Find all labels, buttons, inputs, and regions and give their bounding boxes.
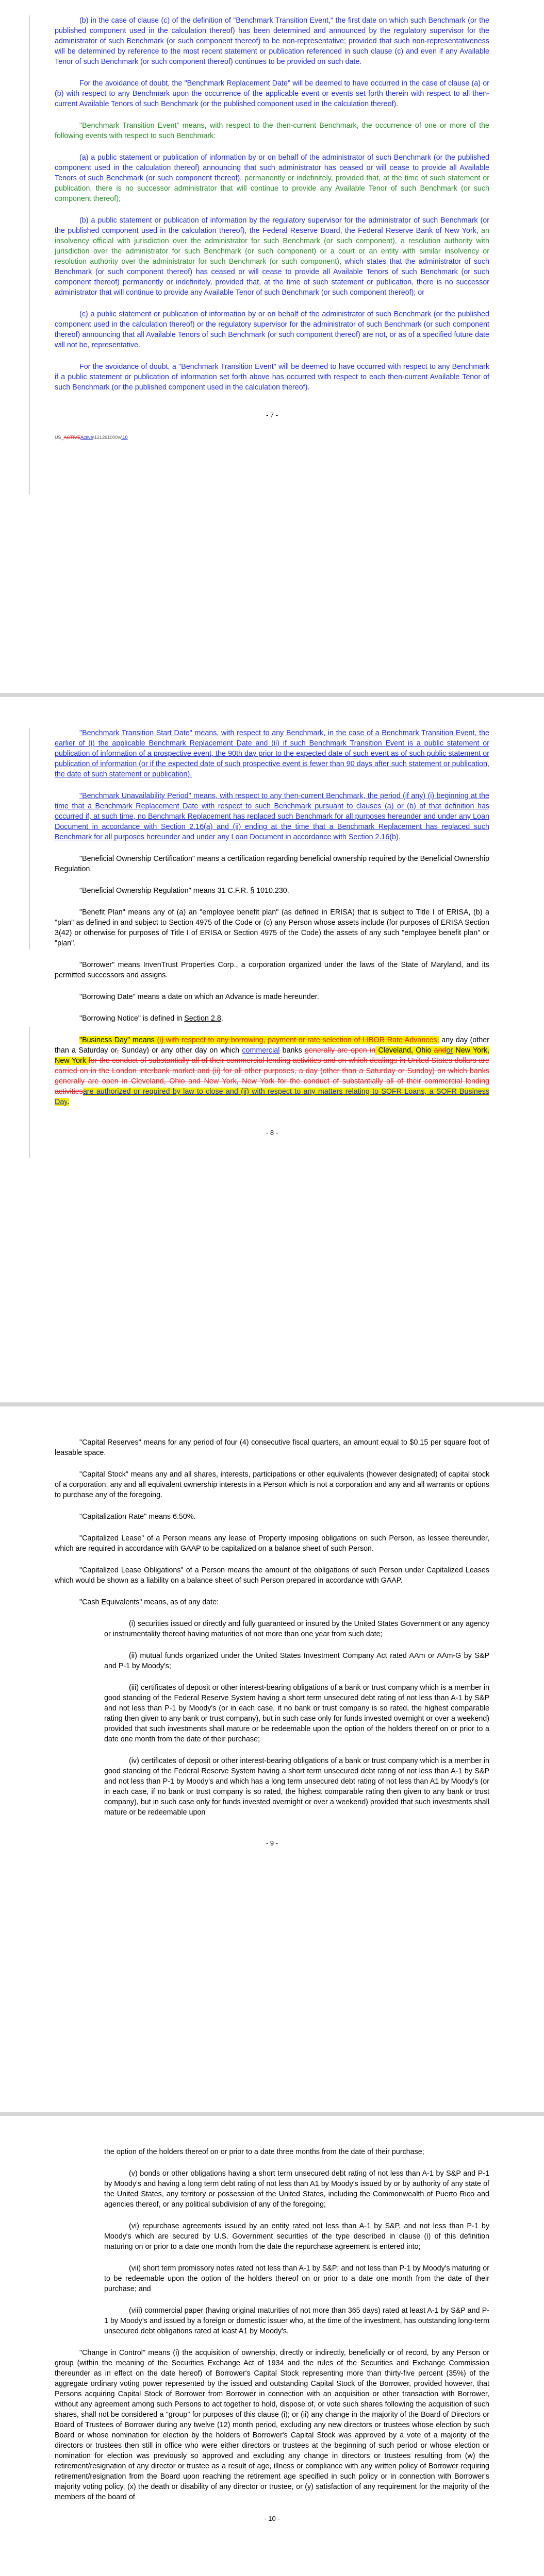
clause-a: [55, 152, 489, 204]
avoidance-paragraph-2: For the avoidance of doubt, a "Benchmark Transition Event" will be deemed to have occurred with respect to any Benchmark if a public statement or publication of information set forth above has occurred with respect to each then-current Available Tenor of such Benchmark (or the published component used in the calculation thereof).: [55, 363, 489, 392]
page-body: [55, 2147, 489, 2524]
definition-capitalized-lease-obligations: "Capitalized Lease Obligations" of a Person means the amount of the obligations of such Person under Capitalized Leases which would be shown as a liability on a balance sheet of such Person prepared in accordance with GAAP.: [55, 1566, 489, 1585]
definition-change-in-control: "Change in Control" means (i) the acquisition of ownership, directly or indirectly, beneficially or of record, by any Person or group (within the meaning of the Securities Exchange Act of 1934 and the rules of the Securities and Exchange Commission thereunder as in effect on the date hereof) of Borrower's Capital Stock representing more than thirty-five percent (35%) of the aggregate ordinary voting power represented by the issued and outstanding Capital Stock of the Borrower, provided however, that Persons acquiring Capital Stock of Borrower from Borrower in connection with an acquisition or other transaction with Borrower, without any agreement among such Persons to act together to hold, dispose of, or vote such shares following the acquisition of such shares, shall not be considered a "group" for purposes of this clause (i); or (ii) any change in the majority of the Board of Directors or Board of Trustees of Borrower during any twelve (12) month period, excluding any new directors or trustees whose election by such Board or whose nomination for election by the holders of Borrower's Capital Stock was approved by a vote of a majority of the directors or trustees then still in office who were either directors or trustees at the beginning of such period or whose election or nomination for election was previously so approved and excluding any change in directors or trustees resulting from (w) the retirement/resignation of any director or trustee as a result of age, illness or compliance with any written policy of Borrower requiring retirement/resignation from the Board upon reaching the retirement age specified in such policy or in connection with Borrower's majority voting policy, (x) the death or disability of any director or trustee, or (y) satisfaction of any requirement for the majority of the members of the board of: [55, 2349, 489, 2501]
definition-borrowing-notice: "Borrowing Notice" is defined in Section 2.8.: [79, 1014, 223, 1023]
list-item: (iii) certificates of deposit or other interest-bearing obligations of a bank or trust company which is a member in good standing of the Federal Reserve System having a short term unsecured debt rating of not less than A-1 by S&P and not less than P-1 by Moody's (or in each case, if no bank or trust company is so rated, the highest comparable rating then given to any bank or trust company), but in such case only for funds invested overnight or over a weekend) provided that such investments shall mature or be redeemable upon the option of the holders thereof on or prior to a date one month from the date of their purchase;: [104, 1684, 489, 1743]
list-item: (viii) commercial paper (having original maturities of not more than 365 days) rated at least A-1 by S&P and P-1 by Moody's and issued by a foreign or domestic issuer who, at the time of the investment, has outstanding long-term unsecured debt obligations rated at least A1 by Moody's.: [104, 2307, 489, 2335]
clause-b-text-2: which states that the administrator of such Benchmark (or such component thereof) has ceased or will cease to provide all Available Tenors of such Benchmark (or such component thereof) permanently or indefinitely, provided that, at the time of such statement or publication, there is no successor administrator that will continue to provide any Available Tenor of such Benchmark (or such component thereof); or: [55, 258, 490, 297]
page-number: - 7 -: [266, 411, 278, 419]
doc-footer: US_ACTIVEActive\121261000\v\10: [55, 435, 128, 440]
clause-b-text: (b) a public statement or publication of information by the regulatory supervisor for the administrator of such Benchmark (or the published component used in the calculation thereof), the Federal Reserve Board, the Federal Reserve Bank of New York,: [55, 216, 489, 235]
list-item: (v) bonds or other obligations having a short term unsecured debt rating of not less than A-1 by S&P and P-1 by Moody's and having a long term debt rating of not less than A1 by Moody's issued by or by authority of any state of the United States, any territory or possession of the United States, including the Commonwealth of Puerto Rico and agencies thereof, or any political subdivision of any of the foregoing;: [104, 2170, 489, 2209]
avoidance-paragraph: For the avoidance of doubt, the "Benchmark Replacement Date" will be deemed to have occurred in the case of clause (a) or (b) with respect to any Benchmark upon the occurrence of the applicable event or events set forth therein with respect to all then-current Available Tenors of such Benchmark (or the published component used in the calculation thereof).: [55, 79, 489, 108]
definition-benchmark-transition-start-date: "Benchmark Transition Start Date" means, with respect to any Benchmark, in the case of a Benchmark Transition Event, the earlier of (i) the applicable Benchmark Replacement Date and (ii) if such Benchmark Transition Event is a public statement or publication of information of a prospective event, the 90th day prior to the expected date of such event as of such public statement or publication of information (or if the expected date of such prospective event is fewer than 90 days after such statement or publication, the date of such statement or publication).: [55, 729, 489, 778]
list-item-continuation: the option of the holders thereof on or prior to a date three months from the date of their purchase;: [104, 2148, 424, 2156]
definition-benchmark-unavailability-period: "Benchmark Unavailability Period" means, with respect to any then-current Benchmark, the period (if any) (i) beginning at the time that a Benchmark Replacement Date with respect to such Benchmark pursuant to clauses (a) or (b) of that definition has occurred if, at such time, no Benchmark Replacement has replaced such Benchmark for all purposes hereunder and under any Loan Document in accordance with Section 2.16(a) and (ii) ending at the time that a Benchmark Replacement has replaced such Benchmark for all purposes hereunder and under any Loan Document in accordance with Section 2.16(b).: [55, 792, 489, 841]
section-link: Section 2.8: [184, 1014, 221, 1023]
page-number: - 10 -: [264, 2515, 280, 2522]
definition-beneficial-ownership-certification: "Beneficial Ownership Certification" means a certification regarding beneficial ownership required by the Beneficial Ownership Regulation.: [55, 855, 489, 873]
document-page-8: [0, 697, 544, 1402]
definition-benefit-plan: "Benefit Plan" means any of (a) an "employee benefit plan" (as defined in ERISA) that is subject to Title I of ERISA, (b) a "plan" as defined in and subject to Section 4975 of the Code or (c) any Person whose assets include (for purposes of ERISA Section 3(42) or otherwise for purposes of Title I of ERISA or Section 4975 of the Code) the assets of any such "employee benefit plan" or "plan".: [55, 908, 489, 947]
page-body: [55, 1437, 489, 1849]
document-page-10: [0, 2116, 544, 2576]
clause-a-text: (a) a public statement or publication of information by or on behalf of the administrator of such Benchmark (or the published component used in the calculation thereof) announcing that such administrator has ceased or will cease to provide all Available Tenors of such Benchmark (or such component thereof),: [55, 154, 489, 182]
list-item: (ii) mutual funds organized under the United States Investment Company Act rated AAm or AAm-G by S&P and P-1 by Moody's;: [104, 1652, 489, 1670]
list-item: (vi) repurchase agreements issued by an entity rated not less than A-1 by S&P, and not less than P-1 by Moody's which are secured by U.S. Government securities of the type described in clause (i) of this definition maturing on or prior to a date one month from the date the repurchase agreement is entered into;: [104, 2222, 489, 2251]
list-item: (iv) certificates of deposit or other interest-bearing obligations of a bank or trust company which is a member in good standing of the Federal Reserve System having a short term unsecured debt rating of not less than A-1 by S&P and not less than P-1 by Moody's and which has a long term unsecured debt rating of not less than A1 by Moody's (or in each case, if no bank or trust company is so rated, the highest comparable rating then given to any bank or trust company), but in such case only for funds invested overnight or over a weekend) provided that such investments shall mature or be redeemable upon: [104, 1757, 489, 1817]
definition-beneficial-ownership-regulation: "Beneficial Ownership Regulation" means 31 C.F.R. § 1010.230.: [79, 887, 289, 895]
document-page-7: [0, 0, 544, 693]
page-number: - 9 -: [266, 1839, 278, 1847]
clause-c: (c) a public statement or publication of information by or on behalf of the administrator of such Benchmark (or the published component used in the calculation thereof) or the regulatory supervisor for the administrator of such Benchmark (or such component thereof) announcing that all Available Tenors of such Benchmark (or such component thereof) are not, or as of a specified future date will not be, representative.: [55, 310, 489, 349]
definition-benchmark-transition-event: "Benchmark Transition Event" means, with respect to the then-current Benchmark, the occurrence of one or more of the following events with respect to such Benchmark:: [55, 122, 489, 140]
definition-capitalization-rate: "Capitalization Rate" means 6.50%.: [79, 1513, 196, 1521]
clause-b: [55, 215, 489, 298]
definition-capital-reserves: "Capital Reserves" means for any period of four (4) consecutive fiscal quarters, an amount equal to $0.15 per square foot of leasable space.: [55, 1438, 489, 1457]
definition-capital-stock: "Capital Stock" means any and all shares, interests, participations or other equivalents (however designated) of capital stock of a corporation, any and all equivalent ownership interests in a Person which is not a corporation and any and all warrants or options to purchase any of the foregoing.: [55, 1470, 489, 1499]
definition-borrower: "Borrower" means InvenTrust Properties Corp., a corporation organized under the laws of the State of Maryland, and its permitted successors and assigns.: [55, 961, 489, 979]
definition-borrowing-date: "Borrowing Date" means a date on which an Advance is made hereunder.: [79, 993, 319, 1001]
list-item: (vii) short term promissory notes rated not less than A-1 by S&P; and not less than P-1 by Moody's maturing or to be redeemable upon the option of the holders thereof on or prior to a date one month from the date of their purchase; and: [104, 2264, 489, 2293]
definition-business-day: "Business Day" means (i) with respect to any borrowing, payment or rate selection of LIBOR Rate Advances, any day (other than a Saturday or, Sunday) or any other day on which commercial banks generally are open in Cleveland, Ohio andor New York, New York for the conduct of substantially all of their commercial lending activities and on which dealings in United States dollars are carried on in the London interbank market and (ii) for all other purposes, a day (other than a Saturday or Sunday) on which banks generally are open in Cleveland, Ohio and New York, New York for the conduct of substantially all of their commercial lending activitiesare authorized or required by law to close and (ii) with respect to any matters relating to SOFR Loans, a SOFR Business Day.: [55, 1036, 490, 1106]
definition-cash-equivalents: "Cash Equivalents" means, as of any date:: [79, 1598, 219, 1606]
page-body: [55, 15, 489, 440]
definition-capitalized-lease: "Capitalized Lease" of a Person means any lease of Property imposing obligations on such Person, as lessee thereunder, which are required in accordance with GAAP to be capitalized on a balance sheet of such Person.: [55, 1534, 489, 1553]
page-number: - 8 -: [266, 1129, 278, 1137]
clause-b-inserted: an insolvency official with jurisdiction over the administrator for such Benchmark (or such component), a resolution authority with jurisdiction over the administrator for such Benchmark (or such component) or a court or an entity with similar insolvency or resolution authority over the administrator for such Benchmark (or such component),: [55, 227, 490, 266]
page-body: [55, 728, 489, 1138]
document-page-9: [0, 1406, 544, 2112]
list-item: (i) securities issued or directly and fully guaranteed or insured by the United States Government or any agency or instrumentality thereof having maturities of not more than one year from such date;: [104, 1620, 489, 1638]
clause-b-replacement-date: (b) in the case of clause (c) of the definition of "Benchmark Transition Event," the first date on which such Benchmark (or the published component used in the calculation thereof) has been determined and announced by the regulatory supervisor for the administrator of such Benchmark (or such component thereof) to be non-representative; provided that such non-representativeness will be determined by reference to the most recent statement or publication referenced in such clause (c) and even if any Available Tenor of such Benchmark (or such component thereof) continues to be provided on such date.: [55, 16, 489, 66]
clause-a-inserted: permanently or indefinitely, provided that, at the time of such statement or publication, there is no successor administrator that will continue to provide any Available Tenor of such Benchmark (or such component thereof);: [55, 174, 489, 203]
